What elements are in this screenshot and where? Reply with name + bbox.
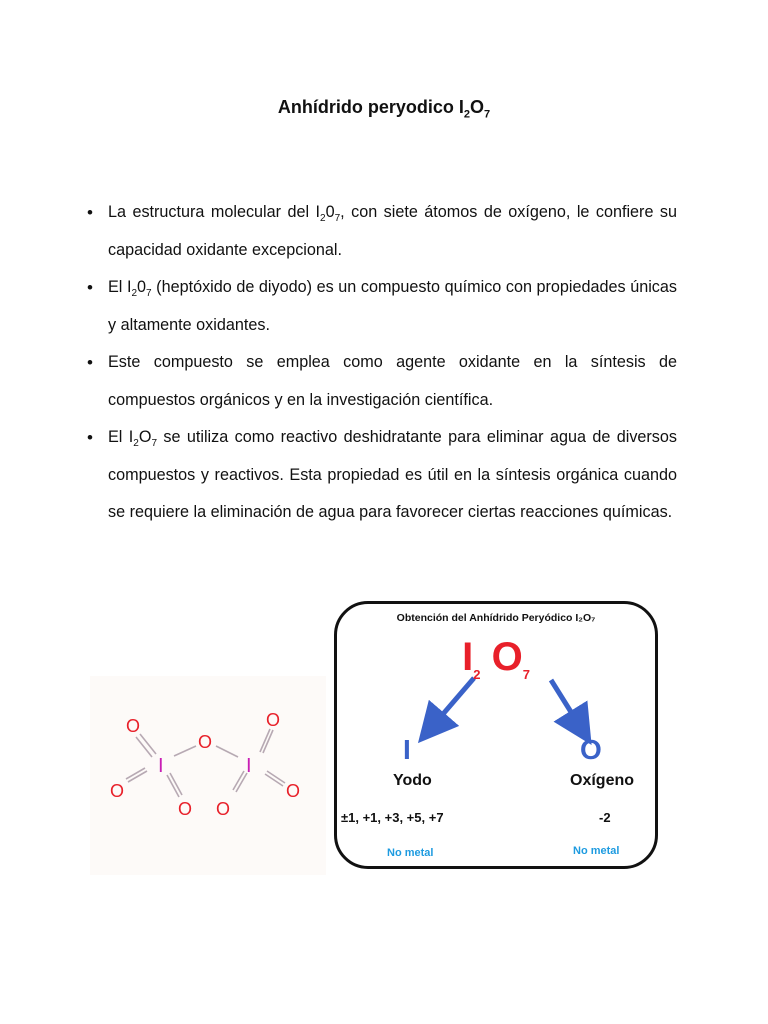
bullet-list xyxy=(108,194,677,532)
subscript: 7 xyxy=(334,213,341,225)
card-formula: $I_2$ $O_7$ xyxy=(462,635,530,682)
iodine-symbol: I xyxy=(403,734,411,765)
molecule-structure-image xyxy=(90,676,326,875)
iodine-type: No metal xyxy=(387,847,434,859)
bullet-item xyxy=(108,344,677,419)
bullet-text: se utiliza como reactivo deshidratante para eliminar agua de diversos compuestos y reactivos. Esta propiedad es útil en la síntesis orgánica cuando se requiere la eliminación de agua para favorecer ciertas reacciones químicas. xyxy=(108,428,678,521)
bullet-text: 0 xyxy=(137,278,147,296)
bullet-text: La estructura molecular del I xyxy=(108,203,321,221)
bullet-text: (heptóxido de diyodo) es un compuesto químico con propiedades únicas y altamente oxidantes. xyxy=(108,278,677,334)
oxygen-atom: O xyxy=(178,799,193,819)
subscript: 7 xyxy=(151,438,157,450)
bullet-item xyxy=(108,269,677,344)
bullet-item xyxy=(108,194,677,269)
oxygen-oxidation-state: -2 xyxy=(599,810,611,825)
oxygen-atom: O xyxy=(110,781,125,801)
oxygen-atom: O xyxy=(216,799,231,819)
subscript: 7 xyxy=(146,288,152,300)
bullet-text: El I xyxy=(108,428,134,446)
bullet-text: 0 xyxy=(325,203,335,221)
subscript: 2 xyxy=(131,288,138,300)
bullet-text: Este compuesto se emplea como agente oxidante en la síntesis de compuestos orgánicos y en la investigación científica. xyxy=(108,353,677,409)
bullet-item xyxy=(108,419,677,532)
oxygen-atom: O xyxy=(266,710,281,730)
oxygen-symbol: O xyxy=(580,734,602,765)
bullet-text: El I xyxy=(108,278,132,296)
oxygen-atom: O xyxy=(126,716,141,736)
iodine-atom: I xyxy=(246,755,252,777)
iodine-atom: I xyxy=(158,755,164,777)
card-title: Obtención del Anhídrido Peryódico I₂O₇ xyxy=(396,612,596,624)
oxygen-type: No metal xyxy=(573,845,620,857)
obtention-card xyxy=(334,601,658,869)
iodine-name: Yodo xyxy=(393,772,432,789)
bullet-text: , con siete átomos de oxígeno, le confiere su capacidad oxidante excepcional. xyxy=(108,203,677,259)
subscript: 2 xyxy=(320,213,326,225)
bullet-text: O xyxy=(138,428,152,446)
iodine-oxidation-states: ±1, +1, +3, +5, +7 xyxy=(341,810,444,825)
oxygen-atom: O xyxy=(198,732,213,752)
oxygen-atom: O xyxy=(286,781,301,801)
subscript: 2 xyxy=(133,438,139,450)
oxygen-name: Oxígeno xyxy=(570,772,635,789)
page-title: Anhídrido peryodico $I_2O_7$ xyxy=(277,97,491,121)
